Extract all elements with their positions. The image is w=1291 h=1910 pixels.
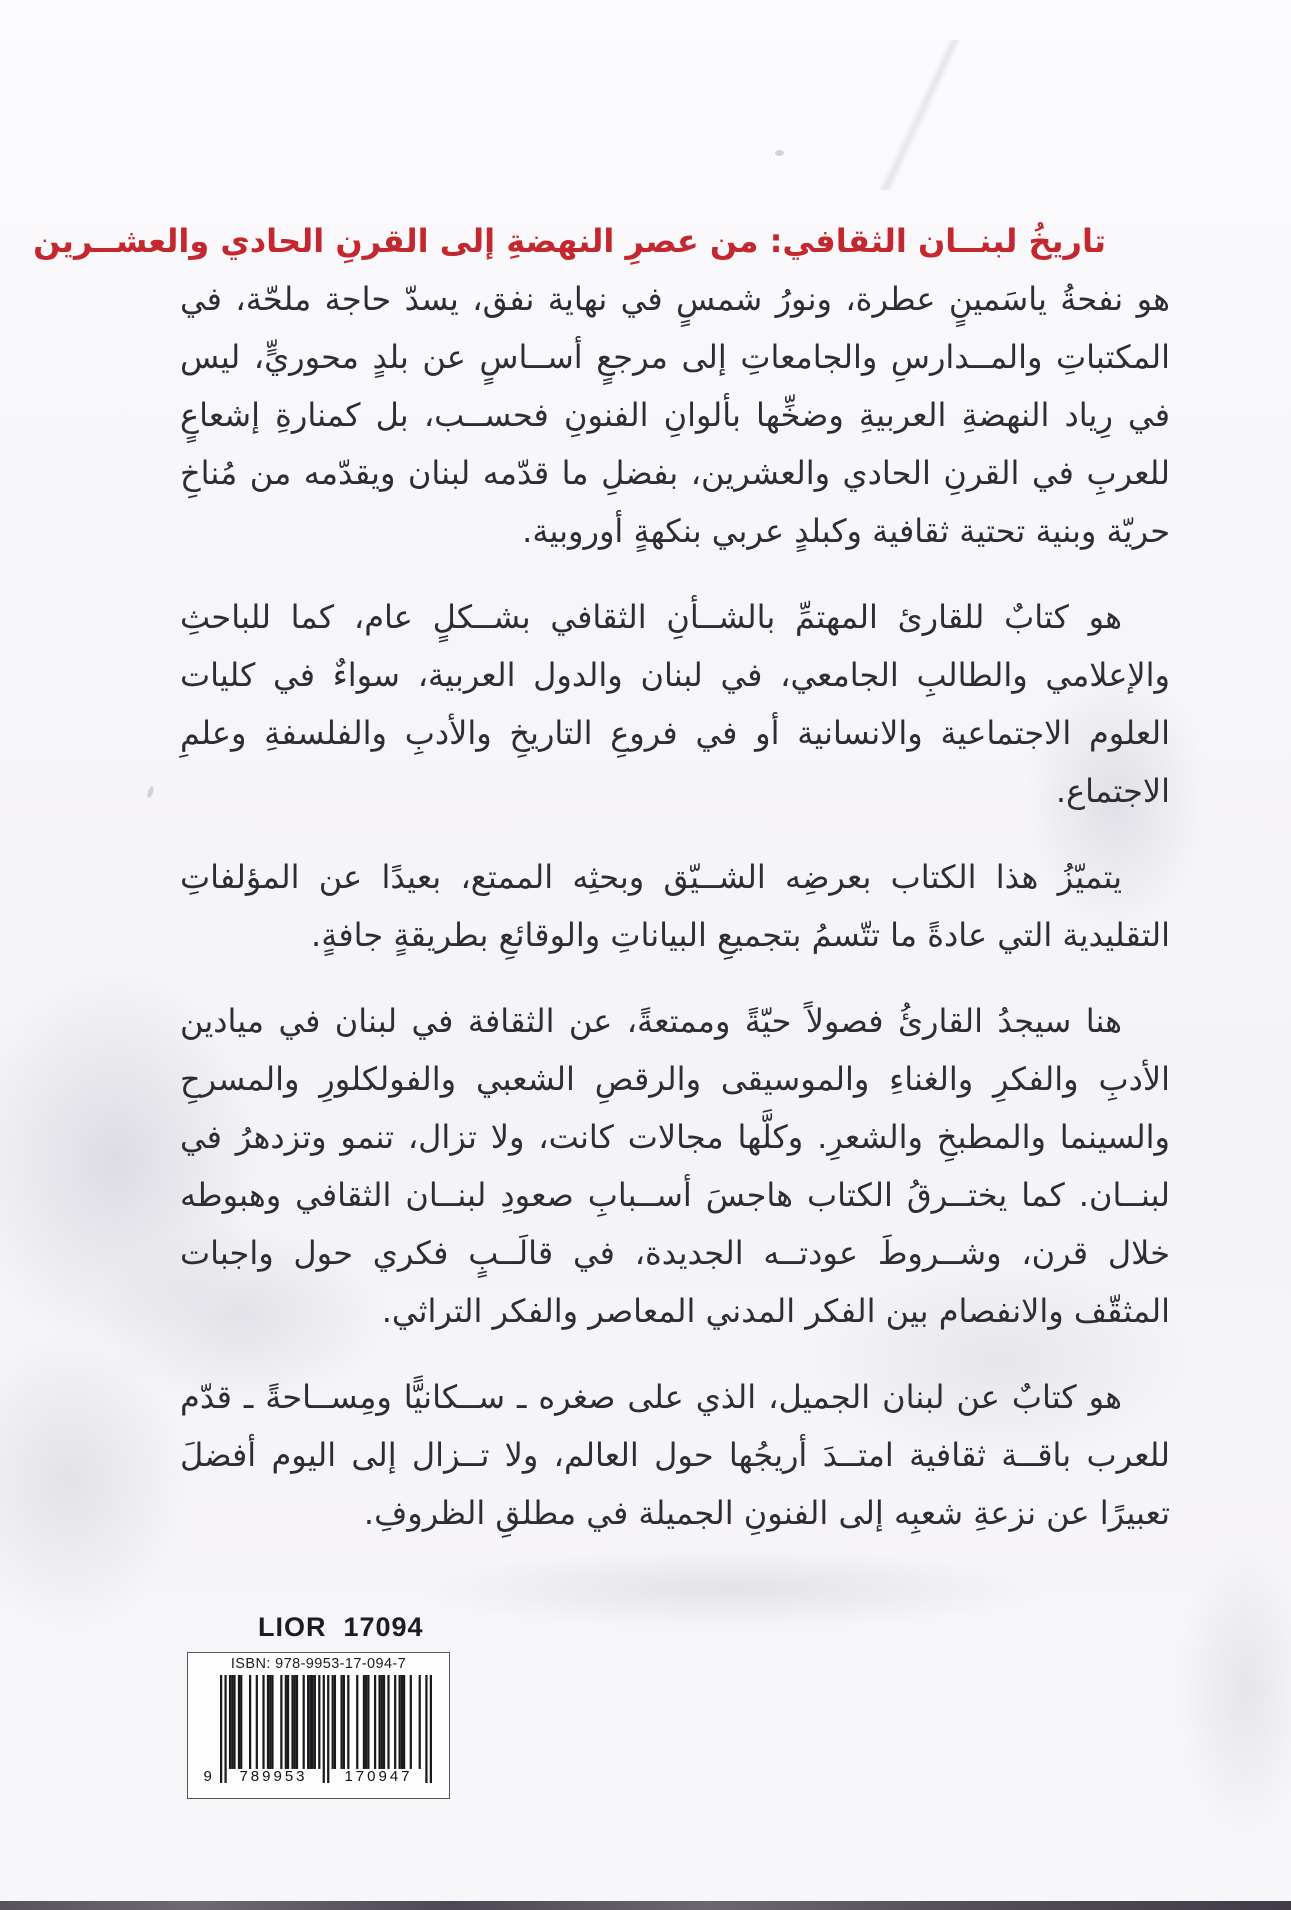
blurb-paragraph: هنا سيجدُ القارئُ فصولاً حيّةً وممتعةً، عن الثقافة في لبنان في ميادين الأدبِ والفكرِ والغناءِ والموسيقى والرقصِ الشعبي والفولكلورِ والمسرحِ والسينما والمطبخِ والشعرِ. وكلَّها مجالات كانت، ولا تزال، تنمو وتزدهرُ في لبنــان. كما يختــرقُ الكتاب هاجسَ أســبابِ صعودِ لبنــان الثقافي وهبوطه خلال قرن، وشــروطَ عودتــه الجديدة، في قالَــبٍ فكري حول واجبات المثقّف والانفصام بين الفكر المدني المعاصر والفكر التراثي. bbox=[180, 1002, 1170, 1330]
isbn-label: ISBN: 978-9953-17-094-7 bbox=[230, 1656, 407, 1672]
paper-speck bbox=[146, 786, 155, 799]
blurb-paragraph: يتميّزُ هذا الكتاب بعرضِه الشــيّق وبحثِه الممتع، بعيدًا عن المؤلفاتِ التقليدية التي عادةً ما تتّسمُ بتجميعِ البياناتِ والوقائعِ بطريقةٍ جافةٍ. bbox=[180, 858, 1170, 954]
barcode-digits-group1: 789953 bbox=[239, 1768, 308, 1785]
print-code: LIOR 17094 bbox=[258, 1612, 424, 1642]
barcode-digits-group2: 170947 bbox=[344, 1768, 413, 1785]
blurb-text-block bbox=[33, 212, 1170, 1570]
paper-speck bbox=[775, 150, 784, 156]
barcode-digit-left: 9 bbox=[203, 1768, 212, 1785]
paper-crease bbox=[770, 40, 1070, 190]
isbn-barcode-box bbox=[187, 1652, 450, 1799]
blurb-paragraph: هو كتابٌ عن لبنان الجميل، الذي على صغره ـ ســكانيًّا ومِســاحةً ـ قدّم للعرب باقــة ثقافية امتــدَ أريجُها حول العالم، ولا تــزال إلى اليوم أفضلَ تعبيرًا عن نزعةِ شعبِه إلى الفنونِ الجميلة في مطلقِ الظروفِ. bbox=[180, 1378, 1170, 1532]
blurb-paragraph: هو نفحةُ ياسَمينٍ عطرة، ونورُ شمسٍ في نهاية نفق، يسدّ حاجة ملحّة، في المكتباتِ والمــدارسِ والجامعاتِ إلى مرجعٍ أســاسٍ عن بلدٍ محوريٍّ، ليس في رِياد النهضةِ العربيةِ وضخِّها بألوانِ الفنونِ فحســب، بل كمنارةِ إشعاعٍ للعربِ في القرنِ الحادي والعشرين، بفضلِ ما قدّمه لبنان ويقدّمه من مُناخِ حريّة وبنية تحتية ثقافية وكبلدٍ عربي بنكهةٍ أوروبية. bbox=[180, 280, 1170, 550]
ean13-barcode bbox=[203, 1675, 435, 1783]
barcode-bars bbox=[220, 1675, 432, 1783]
photo-edge-strip bbox=[0, 1901, 1291, 1910]
blurb-paragraph: هو كتابٌ للقارئ المهتمِّ بالشــأنِ الثقافي بشــكلٍ عام، كما للباحثِ والإعلامي والطالبِ الجامعي، في لبنان والدول العربية، سواءٌ في كليات العلوم الاجتماعية والانسانية أو في فروعِ التاريخِ والأدبِ والفلسفةِ وعلمِ الاجتماع. bbox=[180, 598, 1170, 810]
book-title: تاريخُ لبنــان الثقافي: من عصرِ النهضةِ إلى القرنِ الحادي والعشــرين bbox=[33, 222, 1106, 260]
